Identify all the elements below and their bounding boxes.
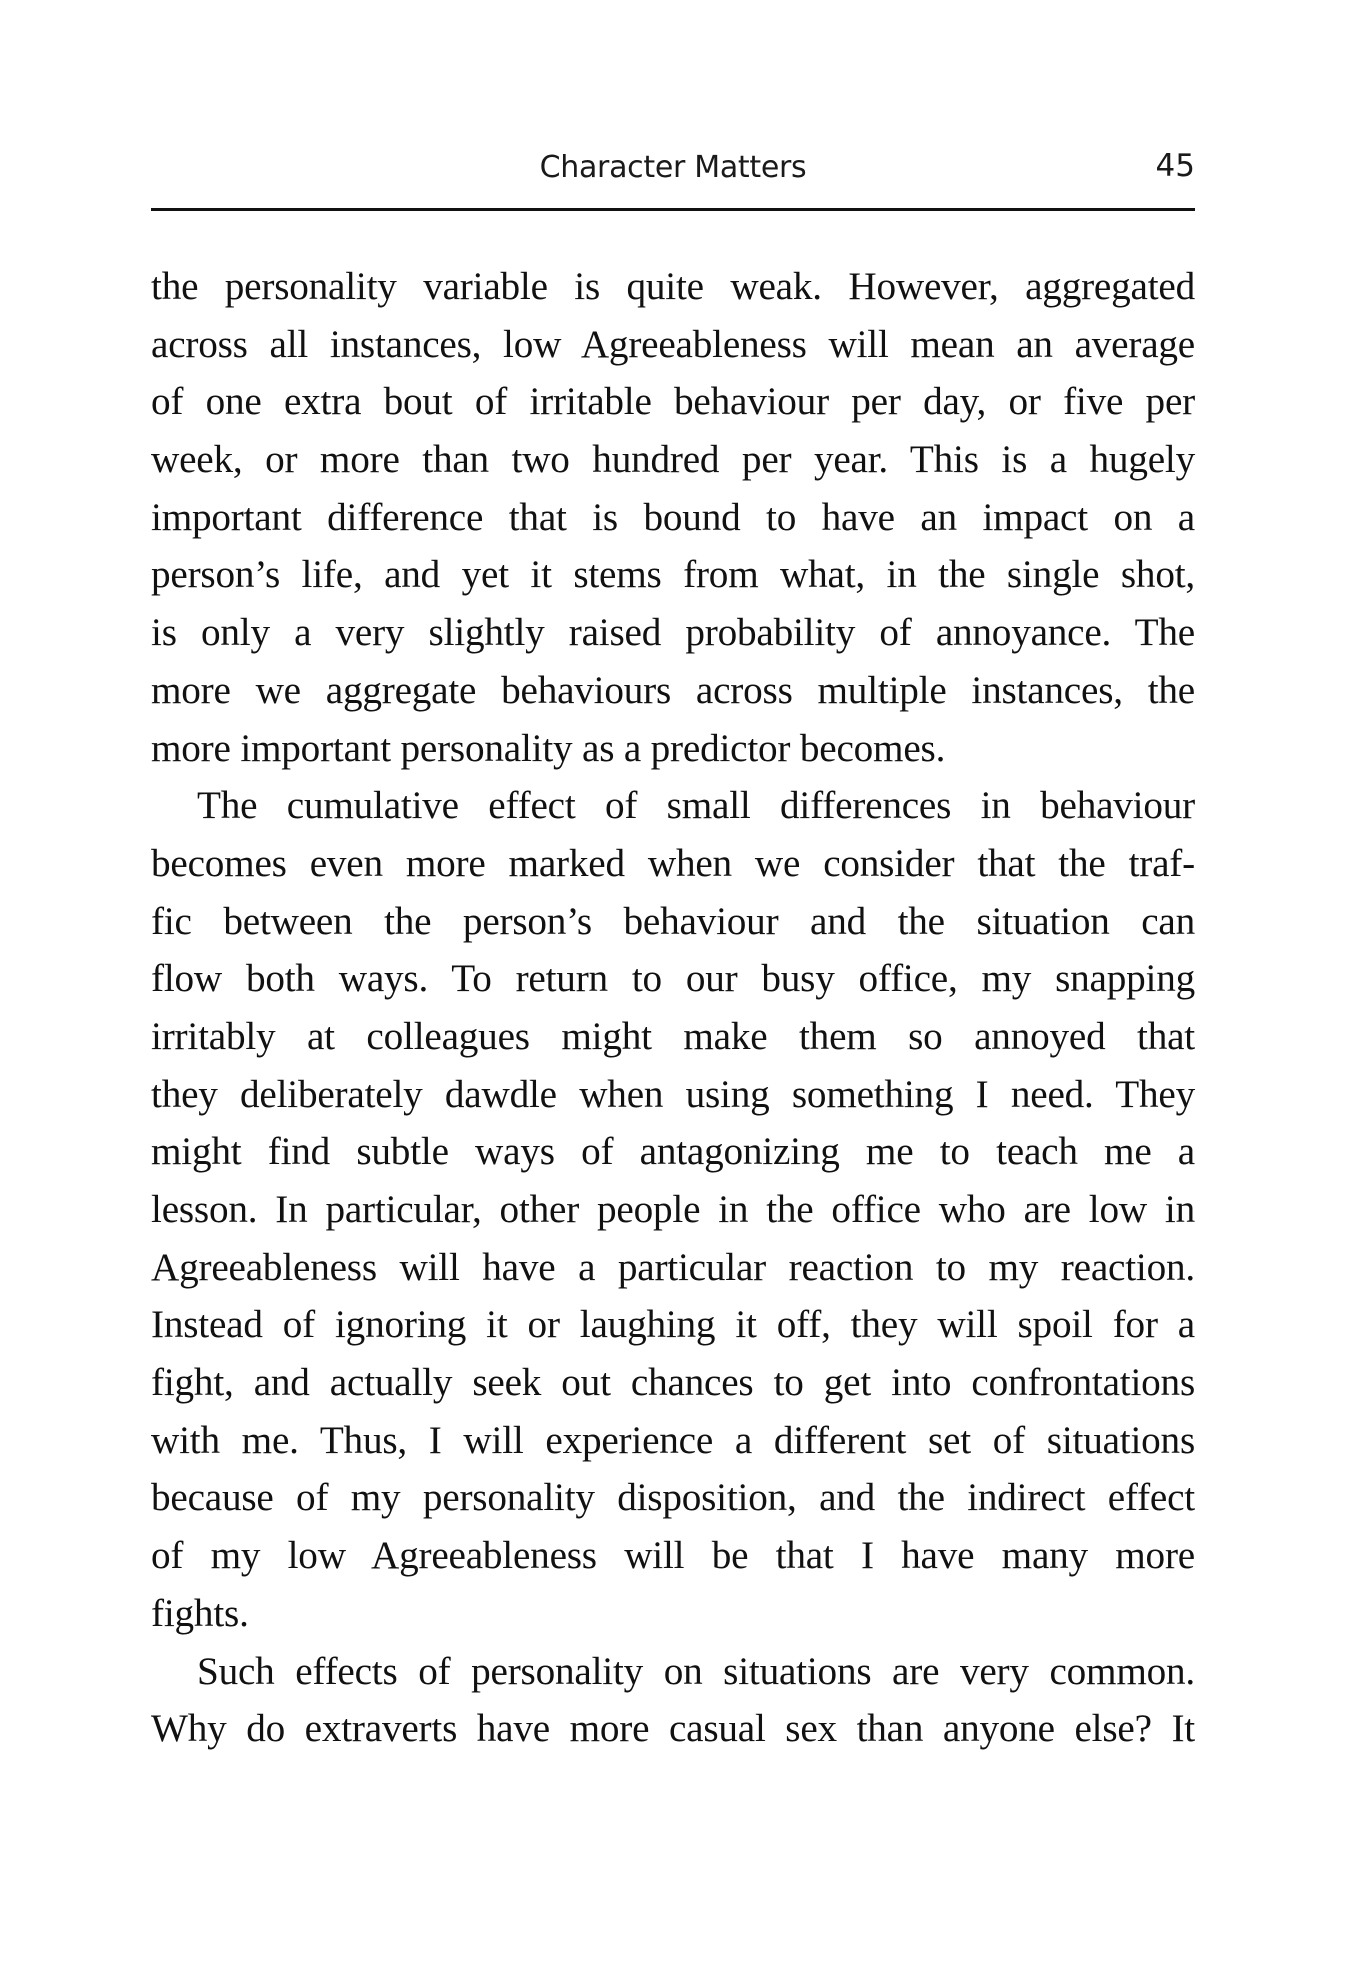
text-line: with me. Thus, I will experience a different set of situations [151, 1418, 1195, 1462]
text-line: because of my personality disposition, and the indirect effect [151, 1476, 1195, 1520]
text-line: more important personality as a predictor becomes. [151, 726, 946, 770]
text-line: of my low Agreeableness will be that I have many more [151, 1534, 1195, 1578]
text-line: becomes even more marked when we consider that the traf- [151, 841, 1195, 885]
text-line: The cumulative effect of small differences in behaviour [197, 784, 1195, 828]
page-header [151, 142, 1195, 194]
text-line: lesson. In particular, other people in the office who are low in [151, 1188, 1195, 1231]
header-rule [151, 208, 1195, 211]
text-line: Such effects of personality on situations are very common. [197, 1649, 1195, 1693]
text-line: week, or more than two hundred per year. This is a hugely [151, 438, 1195, 482]
text-line: is only a very slightly raised probability of annoyance. The [151, 611, 1195, 655]
text-line: fight, and actually seek out chances to get into confrontations [151, 1361, 1195, 1405]
text-line: the personality variable is quite weak. However, aggregated [151, 265, 1195, 308]
page-number: 45 [1155, 148, 1195, 184]
text-line: across all instances, low Agreeableness will mean an average [151, 322, 1195, 366]
text-line: flow both ways. To return to our busy office, my snapping [151, 957, 1195, 1001]
text-line: fic between the person’s behaviour and the situation can [151, 899, 1195, 943]
text-line: important difference that is bound to have an impact on a [151, 495, 1195, 539]
text-line: Instead of ignoring it or laughing it off, they will spoil for a [151, 1303, 1195, 1347]
text-line: irritably at colleagues might make them so annoyed that [151, 1014, 1195, 1058]
text-line: Why do extraverts have more casual sex than anyone else? It [151, 1707, 1195, 1751]
text-line: of one extra bout of irritable behaviour per day, or five per [151, 380, 1195, 424]
text-line: might find subtle ways of antagonizing me to teach me a [151, 1130, 1195, 1174]
text-line: more we aggregate behaviours across multiple instances, the [151, 668, 1195, 712]
text-line: fights. [151, 1591, 249, 1635]
text-line: Agreeableness will have a particular reaction to my reaction. [151, 1245, 1195, 1289]
text-line: person’s life, and yet it stems from what, in the single shot, [151, 553, 1195, 597]
text-line: they deliberately dawdle when using something I need. They [151, 1072, 1195, 1116]
body-text [151, 258, 1195, 1758]
running-title: Character Matters [539, 150, 807, 185]
